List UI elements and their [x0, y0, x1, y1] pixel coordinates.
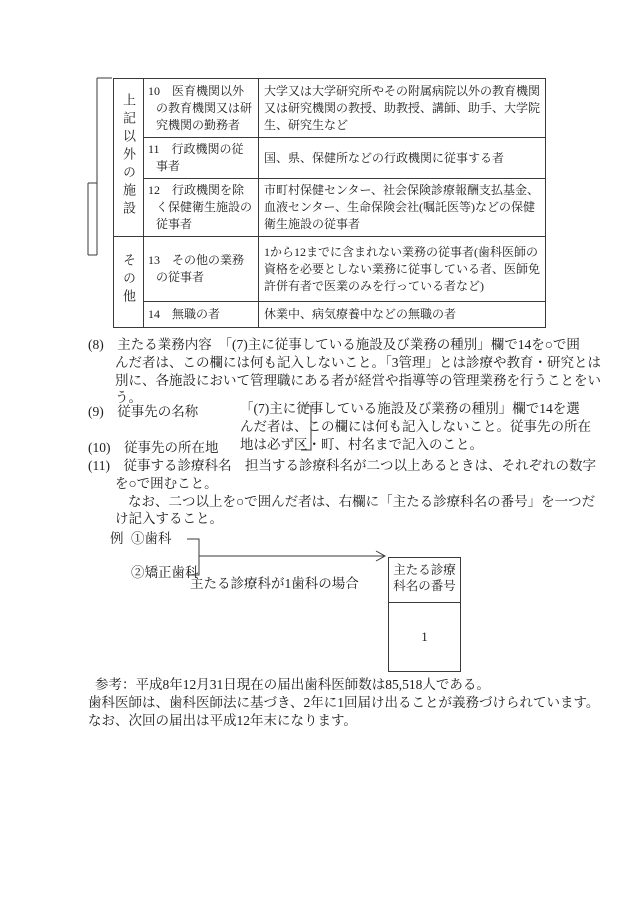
- item-cell: [144, 79, 259, 138]
- item-cell: [144, 138, 259, 179]
- reference-line: なお、次回の届出は平成12年末になります。: [88, 712, 357, 728]
- section-11-line: け記入すること。: [115, 511, 223, 527]
- table-row: [114, 237, 546, 302]
- item-cell: [144, 179, 259, 237]
- section-11: [88, 457, 596, 528]
- table-continuation-border: [84, 74, 116, 260]
- description-cell: 国、県、保健所などの行政機関に従事する者: [259, 138, 546, 179]
- item-label: 10 医育機関以外の教育機関又は研究機関の勤務者: [148, 83, 253, 132]
- section-9-10-line: 「(7)主に従事している施設及び業務の種別」欄で14を選: [240, 401, 580, 416]
- section-8-line: (8) 主たる業務内容 「(7)主に従事している施設及び業務の種別」欄で14を○で囲: [88, 337, 580, 352]
- section-8-line: う。: [115, 390, 142, 406]
- section-9-10: [88, 400, 591, 458]
- facility-category-table: [113, 78, 546, 328]
- section-8-line: んだ者は、この欄には何も記入しないこと。「3管理」とは診療や教育・研究とは: [115, 354, 601, 370]
- section-11-line: なお、二つ以上を○で囲んだ者は、右欄に「主たる診療科名の番号」を一つだ: [128, 493, 596, 509]
- description-cell: 市町村保健センター、社会保険診療報酬支払基金、血液センター、生命保険会社(嘱託医等)などの保健衛生施設の従事者: [259, 179, 546, 237]
- section-8-line: 別に、各施設において管理職にある者が経営や指導等の管理業務を行うことをい: [115, 372, 601, 388]
- table-row: [114, 79, 546, 138]
- example-caption: 主たる診療科が1歯科の場合: [190, 576, 359, 591]
- description-cell: 休業中、病気療養中などの無職の者: [259, 302, 546, 328]
- section-9-10-line: んだ者は、この欄には何も記入しないこと。従事先の所在: [240, 418, 591, 434]
- group-label: 上記以外の施設: [121, 92, 136, 219]
- item-label: 14 無職の者: [148, 307, 221, 321]
- table-row: [114, 179, 546, 237]
- group-cell-other-facilities: [114, 79, 144, 237]
- section-8: [88, 336, 601, 407]
- arrow-right: [199, 548, 391, 564]
- table-row: [114, 302, 546, 328]
- section-10-label: (10) 従事先の所在地: [88, 440, 219, 455]
- example-item-1: ①歯科: [131, 531, 172, 546]
- group-cell-misc: [114, 237, 144, 328]
- section-11-line: (11) 従事する診療科名 担当する診療科名が二つ以上あるときは、それぞれの数字: [88, 458, 596, 473]
- reference-notes: [88, 676, 599, 729]
- section-9-10-text: [240, 400, 591, 453]
- main-department-number-box: [388, 557, 461, 672]
- item-label: 12 行政機関を除く保健衛生施設の従事者: [148, 183, 253, 231]
- description-cell: 大学又は大学研究所やその附属病院以外の教育機関又は研究機関の教授、助教授、講師、助手、大学院生、研究生など: [259, 79, 546, 138]
- table-row: [114, 138, 546, 179]
- item-label: 13 その他の業務の従事者: [148, 253, 245, 284]
- section-11-line: を○で囲むこと。: [115, 475, 218, 491]
- reference-line: 歯科医師は、歯科医師法に基づき、2年に1回届け出ることが義務づけられています。: [88, 694, 600, 710]
- section-9-10-line: 地は必ず区・町、村名まで記入のこと。: [240, 436, 483, 452]
- item-label: 11 行政機関の従事者: [148, 142, 244, 173]
- box-title: 主たる診療科名の番号: [389, 558, 460, 603]
- item-cell: [144, 237, 259, 302]
- item-cell: [144, 302, 259, 328]
- section-9-label: (9) 従事先の名称: [88, 404, 199, 419]
- example-label: 例: [110, 531, 124, 546]
- description-cell: 1から12までに含まれない業務の従事者(歯科医師の資格を必要としない業務に従事している者、医師免許併有者で医業のみを行っている者など): [259, 237, 546, 302]
- example-item-2: ②矯正歯科: [131, 565, 199, 580]
- group-label: その他: [121, 253, 136, 307]
- reference-line: 参考：平成8年12月31日現在の届出歯科医師数は85,518人である。: [95, 677, 490, 692]
- box-value: 1: [421, 629, 428, 644]
